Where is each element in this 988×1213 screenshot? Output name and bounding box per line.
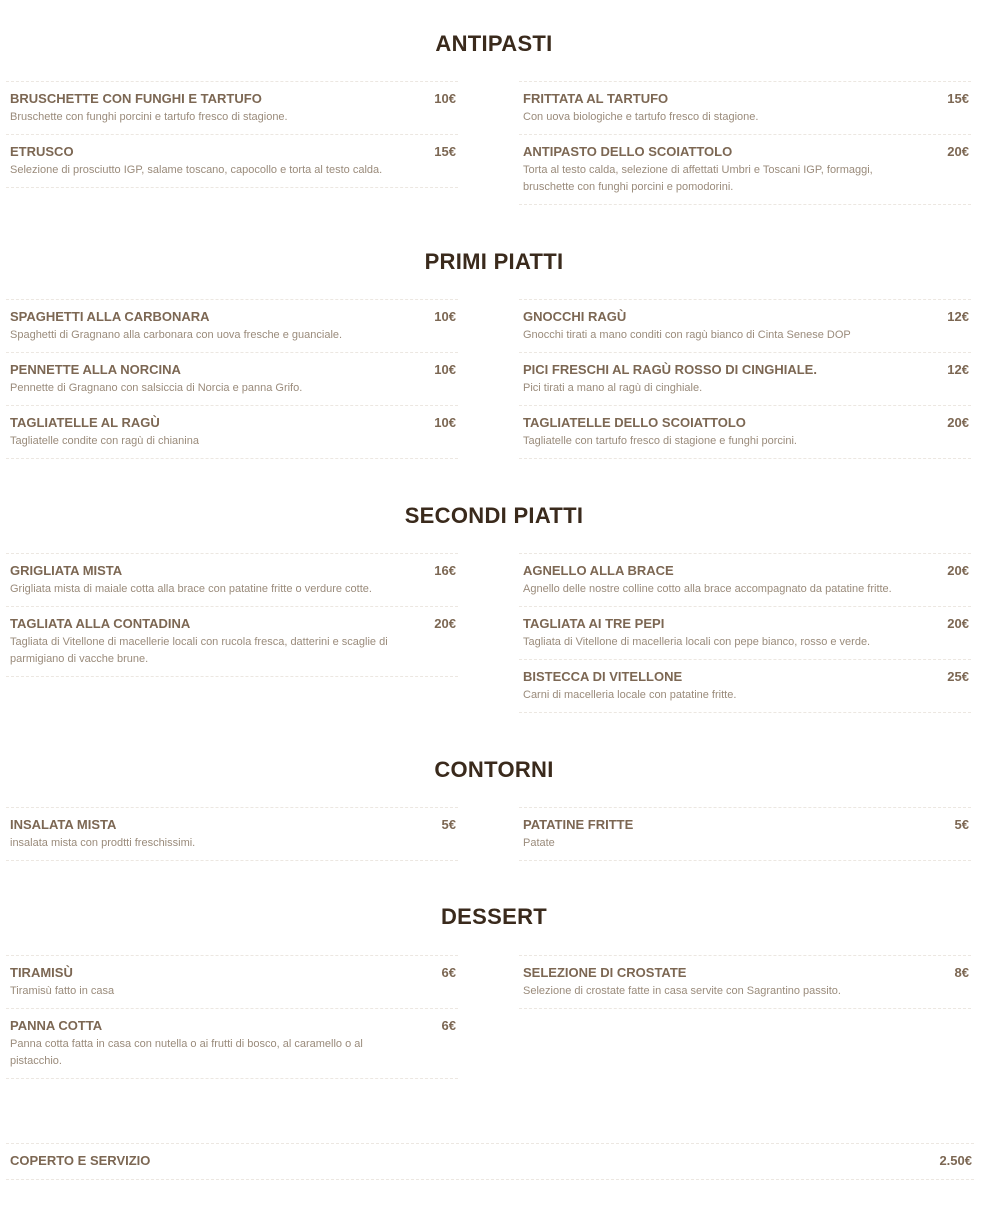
cover-charge-label: COPERTO E SERVIZIO xyxy=(10,1153,151,1168)
item-name: TAGLIATELLE AL RAGÙ xyxy=(10,415,160,430)
item-price: 25€ xyxy=(947,669,969,684)
menu-item xyxy=(6,808,458,861)
section-title-contorni: CONTORNI xyxy=(434,757,554,782)
section-title-antipasti: ANTIPASTI xyxy=(435,31,553,56)
item-description: Agnello delle nostre colline cotto alla brace accompagnato da patatine fritte. xyxy=(523,583,892,595)
antipasti-left-column xyxy=(6,81,458,188)
item-name: PENNETTE ALLA NORCINA xyxy=(10,362,181,377)
item-name: AGNELLO ALLA BRACE xyxy=(523,563,674,578)
item-price: 10€ xyxy=(434,415,456,430)
item-name: TAGLIATA AI TRE PEPI xyxy=(523,616,665,631)
antipasti-right-column xyxy=(519,81,971,205)
cover-charge-price: 2.50€ xyxy=(939,1153,972,1168)
item-name: FRITTATA AL TARTUFO xyxy=(523,91,669,106)
menu-item xyxy=(519,607,971,660)
item-description: Carni di macelleria locale con patatine fritte. xyxy=(523,689,737,701)
item-price: 16€ xyxy=(434,563,456,578)
item-description: Selezione di crostate fatte in casa servite con Sagrantino passito. xyxy=(523,985,841,997)
item-description: insalata mista con prodtti freschissimi. xyxy=(10,837,196,849)
item-price: 12€ xyxy=(947,362,969,377)
menu-item xyxy=(6,607,458,677)
item-description: Panna cotta fatta in casa con nutella o ai frutti di bosco, al caramello o al pistacchio. xyxy=(10,1038,363,1067)
footer-divider xyxy=(6,1179,974,1180)
item-name: PICI FRESCHI AL RAGÙ ROSSO DI CINGHIALE. xyxy=(523,362,817,377)
item-description: Tagliatelle condite con ragù di chianina xyxy=(10,435,199,447)
item-price: 12€ xyxy=(947,309,969,324)
item-name: INSALATA MISTA xyxy=(10,817,117,832)
menu-item xyxy=(519,300,971,353)
primi-left-column xyxy=(6,299,458,459)
item-price: 10€ xyxy=(434,309,456,324)
contorni-right-column xyxy=(519,807,971,861)
item-description: Con uova biologiche e tartufo fresco di stagione. xyxy=(523,111,759,123)
menu-item xyxy=(519,808,971,861)
menu-item xyxy=(519,406,971,459)
item-name: ANTIPASTO DELLO SCOIATTOLO xyxy=(523,144,733,159)
item-price: 15€ xyxy=(947,91,969,106)
section-title-primi-piatti: PRIMI PIATTI xyxy=(424,249,564,274)
item-description: Tagliata di Vitellone di macelleria locali con pepe bianco, rosso e verde. xyxy=(523,636,871,648)
dessert-right-column xyxy=(519,955,971,1009)
item-price: 10€ xyxy=(434,362,456,377)
cover-charge-row xyxy=(6,1153,974,1169)
item-name: GNOCCHI RAGÙ xyxy=(523,309,627,324)
menu-item xyxy=(6,353,458,406)
menu-item xyxy=(519,82,971,135)
dessert-left-column xyxy=(6,955,458,1079)
item-price: 20€ xyxy=(947,563,969,578)
menu-item xyxy=(6,956,458,1009)
item-price: 15€ xyxy=(434,144,456,159)
item-price: 6€ xyxy=(441,1018,456,1033)
item-price: 20€ xyxy=(434,616,456,631)
item-name: PATATINE FRITTE xyxy=(523,817,634,832)
item-description: Selezione di prosciutto IGP, salame toscano, capocollo e torta al testo calda. xyxy=(10,164,383,176)
item-description: Tiramisù fatto in casa xyxy=(10,985,115,997)
item-description: Gnocchi tirati a mano conditi con ragù bianco di Cinta Senese DOP xyxy=(523,329,851,341)
menu-item xyxy=(519,660,971,713)
item-price: 6€ xyxy=(441,965,456,980)
item-price: 5€ xyxy=(441,817,456,832)
item-name: PANNA COTTA xyxy=(10,1018,103,1033)
item-description: Tagliatelle con tartufo fresco di stagione e funghi porcini. xyxy=(523,435,797,447)
menu-item xyxy=(519,135,971,205)
item-name: TAGLIATA ALLA CONTADINA xyxy=(10,616,191,631)
item-description: Torta al testo calda, selezione di affettati Umbri e Toscani IGP, formaggi, bruschette con funghi porcini e pomodorini. xyxy=(523,164,873,193)
section-title-secondi-piatti: SECONDI PIATTI xyxy=(404,503,584,528)
primi-right-column xyxy=(519,299,971,459)
item-price: 20€ xyxy=(947,616,969,631)
item-name: GRIGLIATA MISTA xyxy=(10,563,123,578)
contorni-left-column xyxy=(6,807,458,861)
item-price: 5€ xyxy=(954,817,969,832)
item-name: TAGLIATELLE DELLO SCOIATTOLO xyxy=(523,415,746,430)
secondi-right-column xyxy=(519,553,971,713)
item-name: BISTECCA DI VITELLONE xyxy=(523,669,683,684)
item-description: Bruschette con funghi porcini e tartufo fresco di stagione. xyxy=(10,111,288,123)
menu-item xyxy=(6,1009,458,1079)
item-description: Grigliata mista di maiale cotta alla brace con patatine fritte o verdure cotte. xyxy=(10,583,372,595)
item-name: SPAGHETTI ALLA CARBONARA xyxy=(10,309,210,324)
menu-item xyxy=(519,956,971,1009)
footer-divider xyxy=(6,1143,974,1144)
item-name: BRUSCHETTE CON FUNGHI E TARTUFO xyxy=(10,91,262,106)
item-description: Pici tirati a mano al ragù di cinghiale. xyxy=(523,382,703,394)
section-title-dessert: DESSERT xyxy=(440,904,547,929)
secondi-left-column xyxy=(6,553,458,677)
item-description: Tagliata di Vitellone di macellerie locali con rucola fresca, datterini e scaglie di parmigiano di vacche brune. xyxy=(10,636,388,665)
item-name: TIRAMISÙ xyxy=(10,965,73,980)
item-description: Patate xyxy=(523,837,555,849)
menu-item xyxy=(519,554,971,607)
item-price: 20€ xyxy=(947,415,969,430)
item-description: Spaghetti di Gragnano alla carbonara con uova fresche e guanciale. xyxy=(10,329,343,341)
item-price: 8€ xyxy=(954,965,969,980)
menu-item xyxy=(6,554,458,607)
menu-item xyxy=(6,406,458,459)
menu-item xyxy=(6,300,458,353)
item-name: SELEZIONE DI CROSTATE xyxy=(523,965,687,980)
item-price: 20€ xyxy=(947,144,969,159)
item-description: Pennette di Gragnano con salsiccia di Norcia e panna Grifo. xyxy=(10,382,303,394)
item-price: 10€ xyxy=(434,91,456,106)
item-name: ETRUSCO xyxy=(10,144,74,159)
menu-item xyxy=(519,353,971,406)
menu-item xyxy=(6,82,458,135)
menu-item xyxy=(6,135,458,188)
